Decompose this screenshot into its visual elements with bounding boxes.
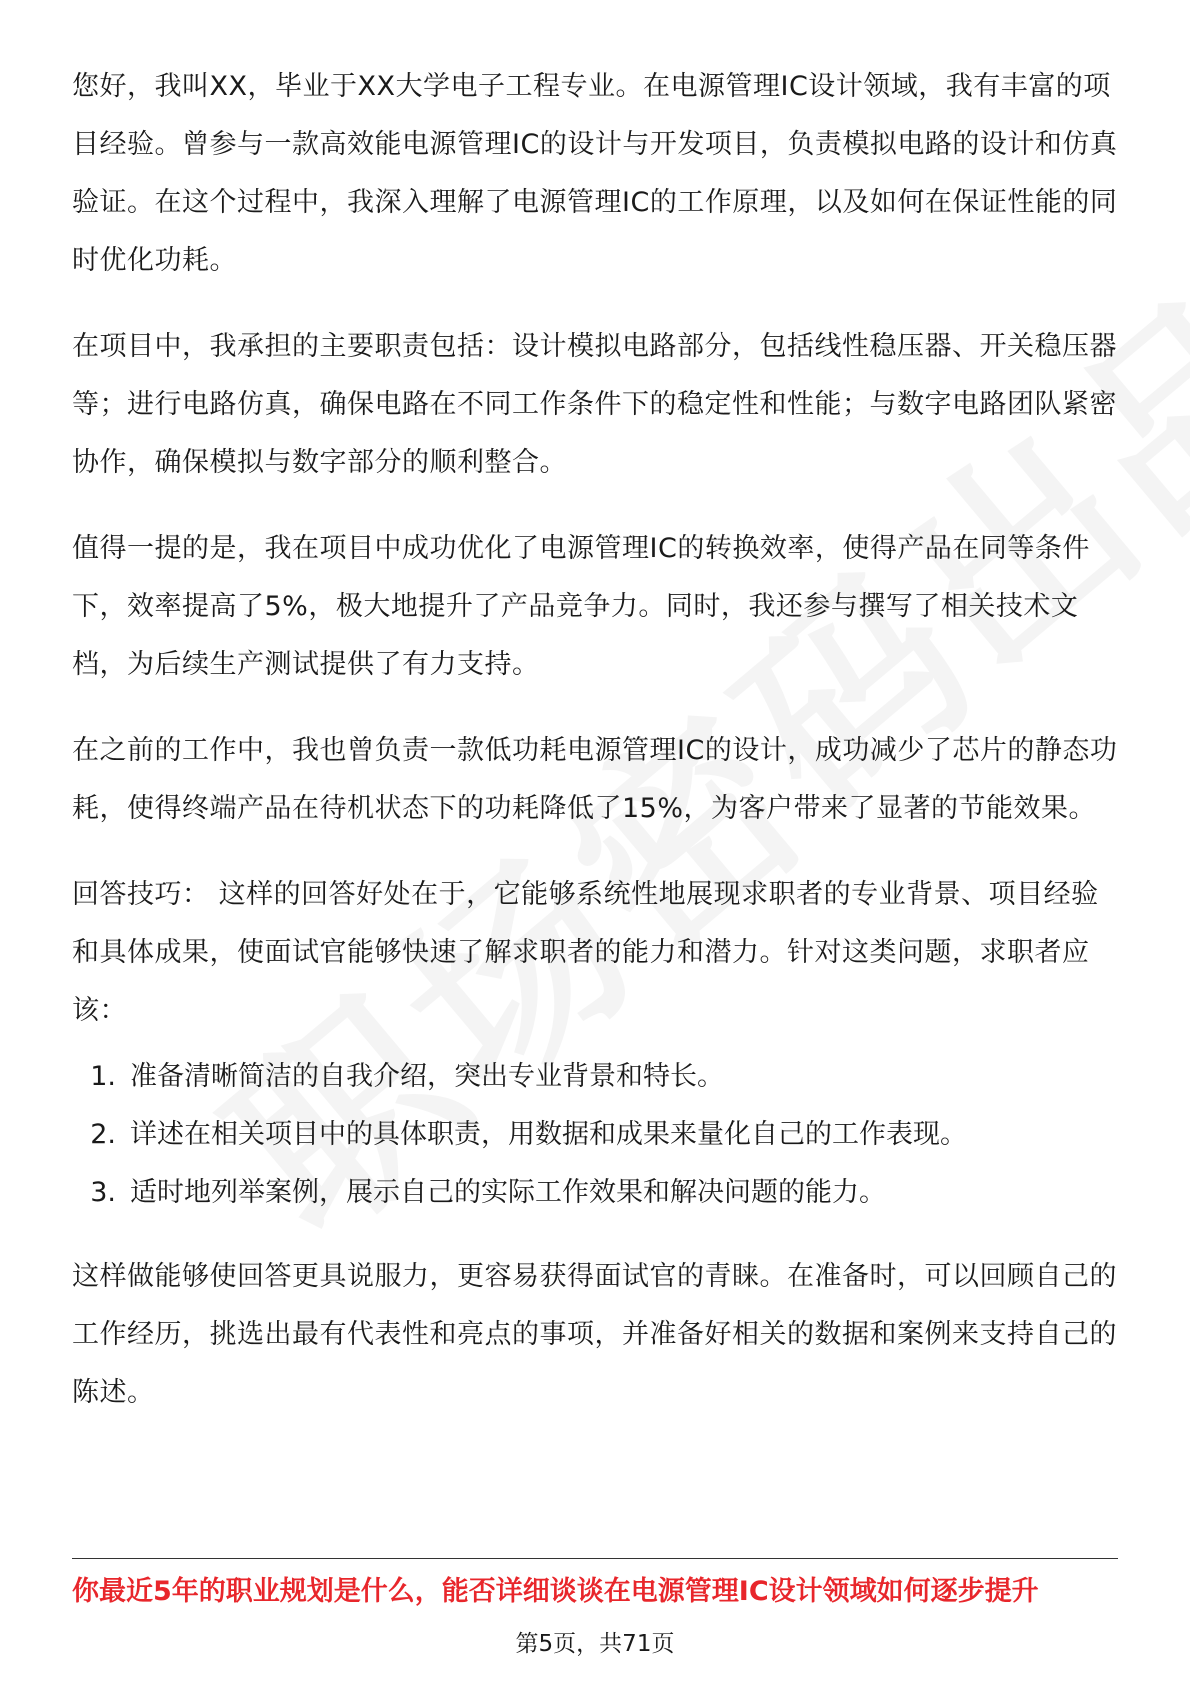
list-text: 适时地列举案例，展示自己的实际工作效果和解决问题的能力。 [130,1177,886,1208]
list-number: 2. [90,1119,116,1150]
tips-list [72,1048,1118,1222]
previous-work-paragraph: 在之前的工作中，我也曾负责一款低功耗电源管理IC的设计，成功减少了芯片的静态功耗，使得终端产品在待机状态下的功耗降低了15%，为客户带来了显著的节能效果。 [72,735,1118,824]
list-item [72,1164,1118,1222]
list-item [72,1106,1118,1164]
list-item [72,1048,1118,1106]
closing-paragraph: 这样做能够使回答更具说服力，更容易获得面试官的青睐。在准备时，可以回顾自己的工作经历，挑选出最有代表性和亮点的事项，并准备好相关的数据和案例来支持自己的陈述。 [72,1261,1117,1408]
answer-content [72,58,1118,1450]
achievement-paragraph: 值得一提的是，我在项目中成功优化了电源管理IC的转换效率，使得产品在同等条件下，效率提高了5%，极大地提升了产品竞争力。同时，我还参与撰写了相关技术文档，为后续生产测试提供了有力支持。 [72,533,1090,680]
list-text: 准备清晰简洁的自我介绍，突出专业背景和特长。 [130,1061,724,1092]
responsibilities-paragraph: 在项目中，我承担的主要职责包括：设计模拟电路部分，包括线性稳压器、开关稳压器等；进行电路仿真，确保电路在不同工作条件下的稳定性和性能；与数字电路团队紧密协作，确保模拟与数字部分的顺利整合。 [72,331,1117,478]
list-text: 详述在相关项目中的具体职责，用数据和成果来量化自己的工作表现。 [130,1119,967,1150]
section-divider [72,1558,1118,1559]
list-number: 1. [90,1061,116,1092]
intro-paragraph: 您好，我叫XX，毕业于XX大学电子工程专业。在电源管理IC设计领域，我有丰富的项目经验。曾参与一款高效能电源管理IC的设计与开发项目，负责模拟电路的设计和仿真验证。在这个过程中，我深入理解了电源管理IC的工作原理，以及如何在保证性能的同时优化功耗。 [72,71,1118,276]
page-number-footer: 第5页，共71页 [515,1631,675,1657]
list-number: 3. [90,1177,116,1208]
answer-tips-paragraph: 回答技巧： 这样的回答好处在于，它能够系统性地展现求职者的专业背景、项目经验和具体成果，使面试官能够快速了解求职者的能力和潜力。针对这类问题，求职者应该： [72,879,1099,1026]
next-question-heading: 你最近5年的职业规划是什么，能否详细谈谈在电源管理IC设计领域如何逐步提升 [72,1576,1039,1607]
